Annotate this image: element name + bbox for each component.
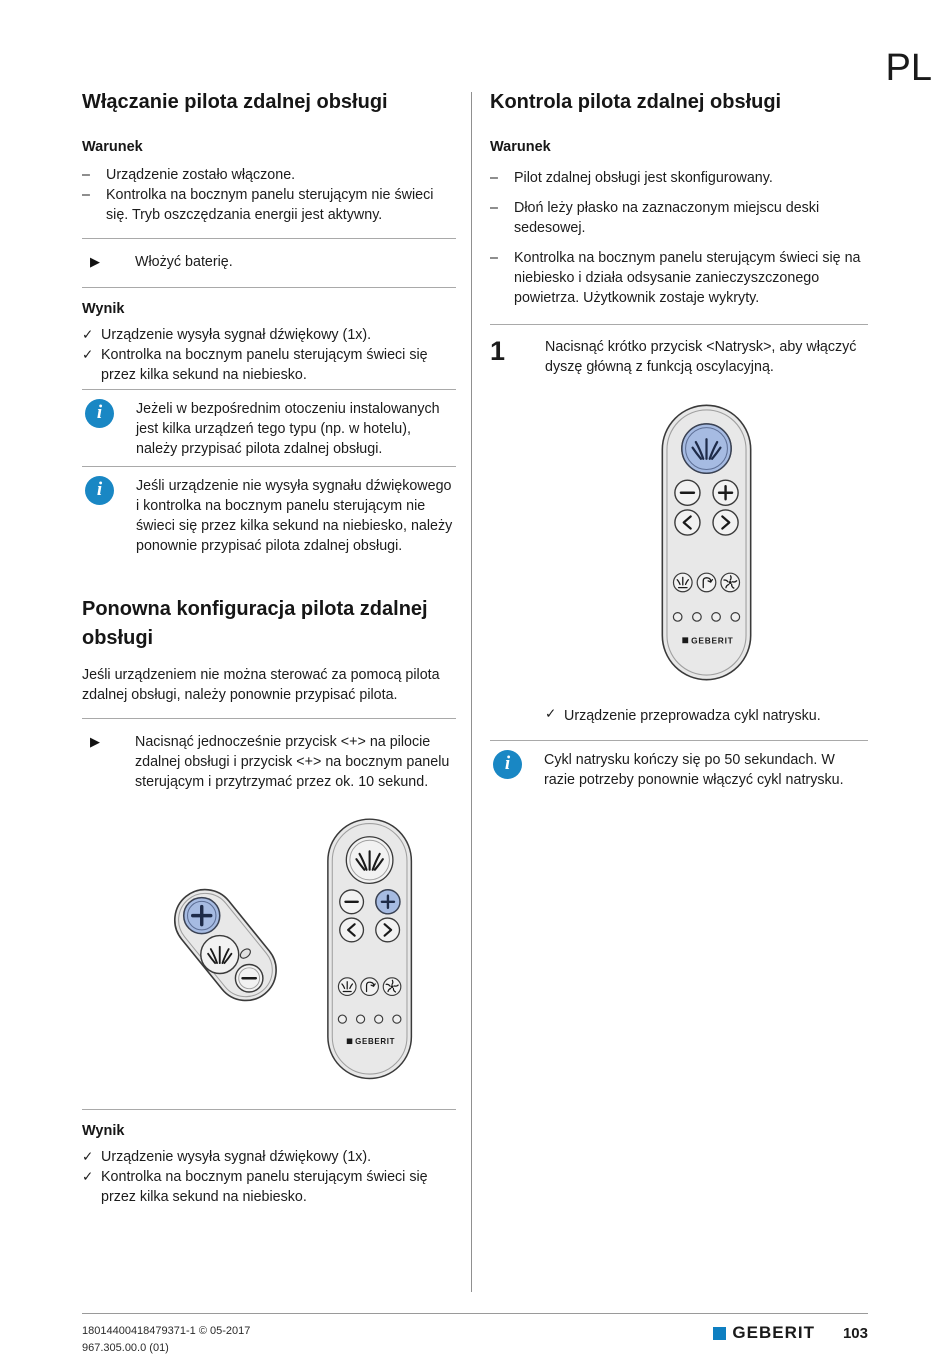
dash-bullet-icon: – xyxy=(490,170,498,186)
geberit-logo-icon xyxy=(713,1327,726,1340)
condition-item xyxy=(490,168,868,188)
remote-plus-button-active xyxy=(376,890,400,914)
condition-heading: Warunek xyxy=(82,139,143,155)
right-column xyxy=(490,88,868,793)
action-step xyxy=(82,239,456,287)
condition-item xyxy=(82,165,456,185)
document-id: 18014400418479371-1 © 05-2017 xyxy=(82,1325,251,1337)
section-title: Kontrola pilota zdalnej obsługi xyxy=(490,91,782,113)
dash-bullet-icon: – xyxy=(82,187,90,203)
condition-item xyxy=(490,198,868,238)
info-icon: i xyxy=(493,750,522,779)
note-text: Cykl natrysku kończy się po 50 sekundach. W razie potrzeby ponownie włączyć cykl natrysku. xyxy=(544,752,844,788)
result-text: Kontrolka na bocznym panelu sterującym świeci się przez kilka sekund na niebiesko. xyxy=(101,1169,428,1205)
condition-text: Pilot zdalnej obsługi jest skonfigurowany. xyxy=(514,170,773,186)
condition-text: Kontrolka na bocznym panelu sterującym nie świeci się. Tryb oszczędzania energii jest aktywny. xyxy=(106,187,434,223)
panel-minus-button xyxy=(235,964,263,992)
footer-rule xyxy=(82,1313,868,1314)
result-block xyxy=(82,1123,456,1207)
result-text: Kontrolka na bocznym panelu sterującym świeci się przez kilka sekund na niebiesko. xyxy=(101,347,428,383)
action-step xyxy=(82,719,456,807)
dash-bullet-icon: – xyxy=(490,250,498,266)
condition-text: Kontrolka na bocznym panelu sterującym świeci się na niebiesko i działa odsysanie zanieczyszczonego powietrza. Użytkownik zostaje wykryty. xyxy=(514,250,861,306)
footer-document-info xyxy=(82,1324,250,1355)
section-title: Ponowna konfiguracja pilota zdalnej obsługi xyxy=(82,598,428,649)
result-item xyxy=(82,345,456,385)
article-number: 967.305.00.0 (01) xyxy=(82,1342,169,1354)
result-item xyxy=(82,325,456,345)
condition-heading: Warunek xyxy=(490,139,551,155)
note-text: Jeśli urządzenie nie wysyła sygnału dźwiękowego i kontrolka na bocznym panelu sterującym nie świeci się przez kilka sekund na niebiesko, należy ponownie przypisać pilota zdalnej obsługi. xyxy=(136,478,453,554)
result-heading: Wynik xyxy=(82,301,125,317)
info-icon: i xyxy=(85,399,114,428)
left-column xyxy=(82,88,456,1207)
result-item xyxy=(545,706,868,726)
section-reconfigure-remote xyxy=(82,595,456,1207)
info-note xyxy=(82,466,456,559)
panel-spray-button xyxy=(201,936,239,974)
spray-button-active xyxy=(682,424,731,473)
rule xyxy=(82,1109,456,1110)
footer-brand-page xyxy=(713,1323,868,1343)
language-code: PL xyxy=(885,47,932,89)
condition-text: Urządzenie zostało włączone. xyxy=(106,167,296,183)
result-text: Urządzenie wysyła sygnał dźwiękowy (1x). xyxy=(101,1149,372,1165)
info-icon: i xyxy=(85,476,114,505)
dash-bullet-icon: – xyxy=(82,167,90,183)
info-note xyxy=(490,740,868,793)
panel-plus-button-active xyxy=(184,898,220,934)
info-note xyxy=(82,389,456,462)
condition-item xyxy=(490,248,868,308)
condition-list xyxy=(490,168,868,308)
side-control-panel xyxy=(162,877,288,1013)
dash-bullet-icon: – xyxy=(490,200,498,216)
step-arrow-icon: ▶ xyxy=(90,734,100,749)
result-item xyxy=(82,1147,456,1167)
condition-text: Dłoń leży płasko na zaznaczonym miejscu deski sedesowej. xyxy=(514,200,820,236)
step-text: Nacisnąć jednocześnie przycisk <+> na pilocie zdalnej obsługi i przycisk <+> na bocznym panelu sterującym i przytrzymać przez ok. 10 sekund. xyxy=(135,734,450,790)
brand-name: GEBERIT xyxy=(732,1323,815,1342)
section-title: Włączanie pilota zdalnej obsługi xyxy=(82,91,388,113)
numbered-step xyxy=(490,325,868,377)
result-text: Urządzenie wysyła sygnał dźwiękowy (1x). xyxy=(101,327,372,343)
step-arrow-icon: ▶ xyxy=(90,254,100,269)
result-text: Urządzenie przeprowadza cykl natrysku. xyxy=(564,708,821,724)
section-check-remote xyxy=(490,88,868,793)
check-icon: ✓ xyxy=(82,1169,94,1184)
condition-item xyxy=(82,185,456,225)
result-item xyxy=(82,1167,456,1207)
result-block xyxy=(82,301,456,385)
check-icon: ✓ xyxy=(82,347,94,362)
result-heading: Wynik xyxy=(82,1123,125,1139)
step-text: Włożyć baterię. xyxy=(135,254,233,270)
section-intro: Jeśli urządzeniem nie można sterować za pomocą pilota zdalnej obsługi, należy ponownie przypisać pilota. xyxy=(82,667,440,703)
remote-control xyxy=(328,819,412,1078)
check-icon: ✓ xyxy=(545,706,557,721)
step-text: Nacisnąć krótko przycisk <Natrysk>, aby włączyć dyszę główną z funkcją oscylacyjną. xyxy=(545,339,857,375)
rule xyxy=(82,287,456,288)
note-text: Jeżeli w bezpośrednim otoczeniu instalowanych jest kilka urządzeń tego typu (np. w hotelu), należy przypisać pilota zdalnej obsługi. xyxy=(136,401,440,457)
check-icon: ✓ xyxy=(82,327,94,342)
page-number: 103 xyxy=(842,1324,868,1342)
column-divider xyxy=(471,92,472,1292)
step-number: 1 xyxy=(490,336,506,366)
check-icon: ✓ xyxy=(82,1149,94,1164)
remote-illustration xyxy=(660,403,753,682)
section-switch-on-remote xyxy=(82,88,456,559)
pairing-illustration xyxy=(160,815,418,1095)
